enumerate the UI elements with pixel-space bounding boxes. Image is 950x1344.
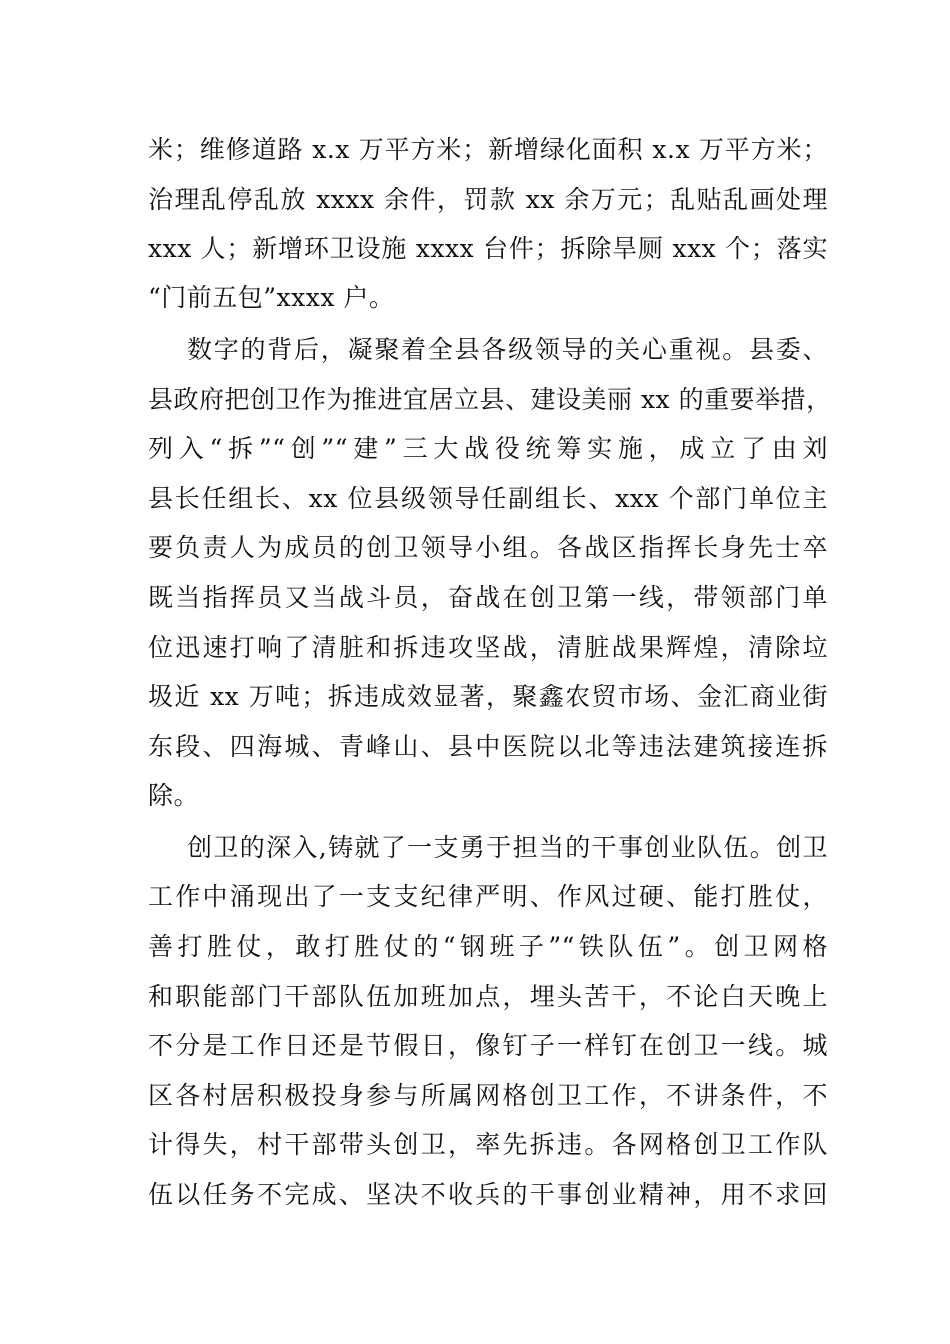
text-line: 区各村居积极投身参与所属网格创卫工作，不讲条件，不 <box>148 1081 828 1110</box>
text-line: 计得失，村干部带头创卫，率先拆违。各网格创卫工作队 <box>148 1130 828 1159</box>
text-line: 善打胜仗，敢打胜仗的“钢班子”“铁队伍”。创卫网格 <box>148 932 828 961</box>
paragraph-first-line: 创卫的深入,铸就了一支勇于担当的干事创业队伍。创卫 <box>187 833 828 862</box>
text-line: “门前五包”xxxx 户。 <box>148 283 395 312</box>
text-line: 治理乱停乱放 xxxx 余件，罚款 xx 余万元；乱贴乱画处理 <box>148 185 828 214</box>
text-line: 位迅速打响了清脏和拆违攻坚战，清脏战果辉煌，清除垃 <box>148 633 828 662</box>
paragraph-first-line: 数字的背后，凝聚着全县各级领导的关心重视。县委、 <box>187 335 828 364</box>
text-line: 和职能部门干部队伍加班加点，埋头苦干，不论白天晚上 <box>148 982 828 1011</box>
text-line: 除。 <box>148 781 200 810</box>
text-line: 东段、四海城、青峰山、县中医院以北等违法建筑接连拆 <box>148 732 828 761</box>
text-line: xxx 人；新增环卫设施 xxxx 台件；拆除旱厕 xxx 个；落实 <box>148 234 828 263</box>
text-line: 米；维修道路 x.x 万平方米；新增绿化面积 x.x 万平方米； <box>148 135 828 164</box>
text-line: 伍以任务不完成、坚决不收兵的干事创业精神，用不求回 <box>148 1180 828 1209</box>
text-line: 圾近 xx 万吨；拆违成效显著，聚鑫农贸市场、金汇商业街 <box>148 682 828 711</box>
text-line: 县政府把创卫作为推进宜居立县、建设美丽 xx 的重要举措， <box>148 385 832 414</box>
text-line: 既当指挥员又当战斗员，奋战在创卫第一线，带领部门单 <box>148 583 828 612</box>
text-line: 不分是工作日还是节假日，像钉子一样钉在创卫一线。城 <box>148 1031 828 1060</box>
text-line: 县长任组长、xx 位县级领导任副组长、xxx 个部门单位主 <box>148 484 828 513</box>
text-line: 列入“拆”“创”“建”三大战役统筹实施，成立了由刘 <box>148 434 828 463</box>
text-line: 工作中涌现出了一支支纪律严明、作风过硬、能打胜仗， <box>148 882 828 911</box>
text-line: 要负责人为成员的创卫领导小组。各战区指挥长身先士卒 <box>148 533 828 562</box>
